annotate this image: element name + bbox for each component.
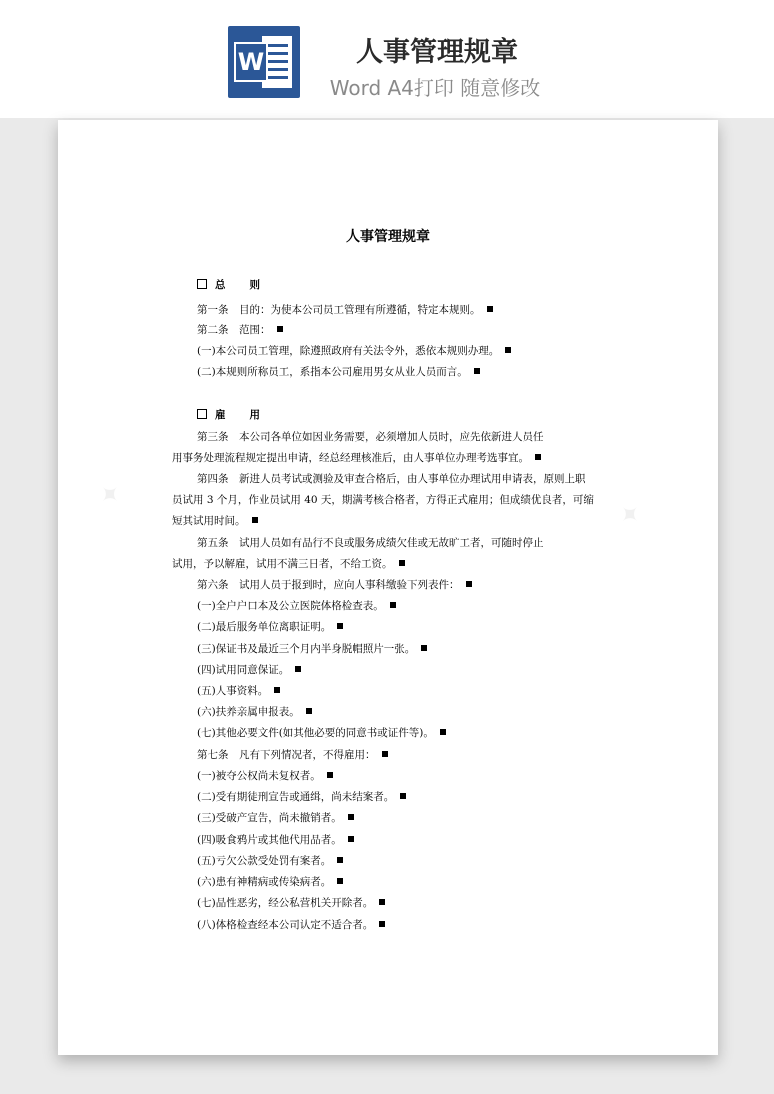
clause-line: (六)扶养亲属申报表。: [197, 705, 312, 719]
article-line: 第三条 本公司各单位如因业务需要，必须增加人员时，应先依新进人员任: [197, 431, 544, 443]
article-line: 第六条 试用人员于报到时，应向人事科缴验下列表件：: [197, 578, 472, 592]
paragraph-mark-icon: [348, 836, 354, 842]
paragraph-mark-icon: [337, 623, 343, 629]
paragraph-mark-icon: [382, 751, 388, 757]
clause-line: (三)受破产宣告，尚未撤销者。: [197, 811, 354, 825]
article-line: 试用，予以解雇，试用不满三日者，不给工资。: [172, 557, 405, 571]
paragraph-mark-icon: [400, 793, 406, 799]
clause-line: (二)受有期徒刑宣告或通缉，尚未结案者。: [197, 790, 406, 804]
paragraph-mark-icon: [306, 708, 312, 714]
section-heading: 总 则: [197, 278, 261, 292]
clause-line: (四)试用同意保证。: [197, 663, 301, 677]
paragraph-mark-icon: [277, 326, 283, 332]
paragraph-mark-icon: [440, 729, 446, 735]
article-line: 第二条 范围：: [197, 323, 283, 337]
banner: [0, 0, 774, 118]
clause-line: (一)被夺公权尚未复权者。: [197, 769, 333, 783]
banner-title: 人事管理规章: [356, 37, 518, 68]
paragraph-mark-icon: [327, 772, 333, 778]
clause-line: (五)亏欠公款受处罚有案者。: [197, 854, 343, 868]
paragraph-mark-icon: [474, 368, 480, 374]
section-heading: 雇 用: [197, 408, 261, 422]
article-line: 短其试用时间。: [172, 514, 258, 528]
paragraph-mark-icon: [390, 602, 396, 608]
article-line: 第一条 目的：为使本公司员工管理有所遵循，特定本规则。: [197, 303, 493, 317]
paragraph-mark-icon: [535, 454, 541, 460]
clause-line: (二)最后服务单位离职证明。: [197, 620, 343, 634]
clause-line: (一)全户户口本及公立医院体格检查表。: [197, 599, 396, 613]
document-title: 人事管理规章: [346, 229, 430, 245]
paragraph-mark-icon: [379, 921, 385, 927]
document-page: [58, 120, 718, 1055]
paragraph-mark-icon: [337, 878, 343, 884]
clause-line: (八)体格检查经本公司认定不适合者。: [197, 918, 385, 932]
paragraph-mark-icon: [505, 347, 511, 353]
clause-line: (四)吸食鸦片或其他代用品者。: [197, 833, 354, 847]
paragraph-mark-icon: [348, 814, 354, 820]
clause-line: (六)患有神精病或传染病者。: [197, 875, 343, 889]
clause-line: (三)保证书及最近三个月内半身脱帽照片一张。: [197, 642, 427, 656]
clause-line: (七)品性恶劣，经公私营机关开除者。: [197, 896, 385, 910]
article-line: 第五条 试用人员如有品行不良或服务成绩欠佳或无故旷工者，可随时停止: [197, 537, 544, 549]
checkbox-icon: [197, 279, 207, 289]
paragraph-mark-icon: [252, 517, 258, 523]
paragraph-mark-icon: [399, 560, 405, 566]
clause-line: (二)本规则所称员工，系指本公司雇用男女从业人员而言。: [197, 365, 480, 379]
paragraph-mark-icon: [421, 645, 427, 651]
paragraph-mark-icon: [337, 857, 343, 863]
clause-line: (一)本公司员工管理，除遵照政府有关法令外，悉依本规则办理。: [197, 344, 511, 358]
clause-line: (五)人事资料。: [197, 684, 280, 698]
word-icon: [228, 26, 300, 98]
article-line: 用事务处理流程规定提出申请，经总经理核准后，由人事单位办理考选事宜。: [172, 451, 541, 465]
paragraph-mark-icon: [487, 306, 493, 312]
article-line: 员试用 3 个月，作业员试用 40 天，期满考核合格者，方得正式雇用；但成绩优良者，可缩: [172, 494, 594, 506]
word-icon-letter: W: [234, 42, 268, 82]
watermark: ✦: [90, 476, 128, 514]
paragraph-mark-icon: [295, 666, 301, 672]
checkbox-icon: [197, 409, 207, 419]
paragraph-mark-icon: [274, 687, 280, 693]
article-line: 第四条 新进人员考试或测验及审查合格后，由人事单位办理试用申请表，原则上职: [197, 473, 586, 485]
paragraph-mark-icon: [466, 581, 472, 587]
clause-line: (七)其他必要文件(如其他必要的同意书或证件等)。: [197, 726, 446, 740]
paragraph-mark-icon: [379, 899, 385, 905]
article-line: 第七条 凡有下列情况者，不得雇用：: [197, 748, 388, 762]
banner-subtitle: Word A4打印 随意修改: [329, 76, 541, 100]
watermark: ✦: [610, 496, 648, 534]
